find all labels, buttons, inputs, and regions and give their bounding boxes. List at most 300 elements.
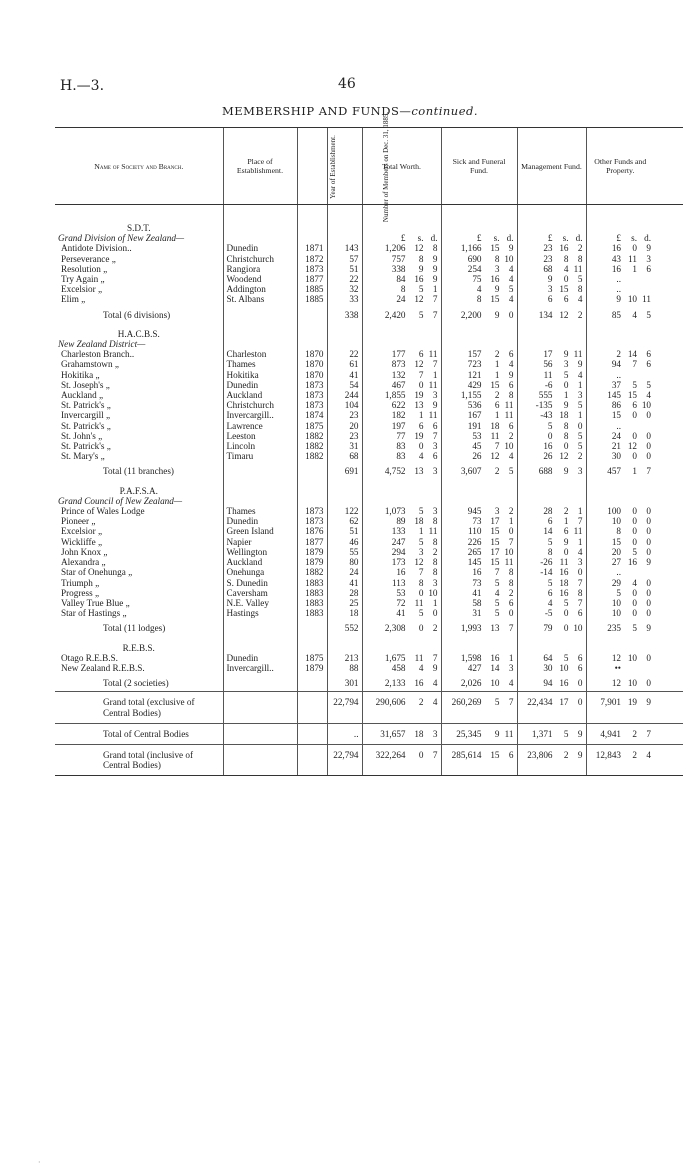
total-worth	[362, 410, 441, 420]
total-worth-part: 247	[391, 536, 406, 547]
management-fund-part: 0	[563, 441, 569, 452]
total-worth-part: 757	[391, 253, 406, 264]
place: Dunedin	[223, 380, 297, 390]
blank-cell	[654, 390, 683, 400]
total-worth-part: 458	[391, 662, 406, 673]
members: 22,794	[327, 744, 362, 775]
management-fund	[517, 547, 586, 557]
management-fund-part: 5	[547, 577, 553, 588]
management-fund-part: 16	[559, 587, 569, 598]
margin-mark: ·	[38, 1158, 41, 1167]
other-funds-part: 37	[611, 379, 621, 390]
other-funds	[586, 567, 654, 577]
members: 23	[327, 431, 362, 441]
sick-fund-part: 53	[472, 430, 482, 441]
other-funds	[586, 421, 654, 431]
society-name: St. Patrick's „	[61, 420, 111, 431]
management-fund	[517, 274, 586, 284]
blank-cell	[654, 598, 683, 608]
management-fund-part: 6	[547, 294, 553, 305]
sick-fund-part: 1,993	[460, 623, 482, 634]
total-worth-part: 6	[418, 420, 424, 431]
total-worth-part: 5	[418, 608, 424, 619]
management-fund-part: 6	[577, 652, 583, 663]
sick-fund	[441, 380, 517, 390]
other-funds-part: 1	[632, 263, 637, 274]
grand-total-row	[55, 744, 683, 775]
management-fund-part: 26	[543, 451, 553, 462]
society-name: Charleston Branch..	[61, 349, 135, 360]
place: Christchurch	[223, 400, 297, 410]
sick-fund	[441, 618, 517, 636]
col-header-other: Other Funds and Property.	[586, 128, 654, 205]
management-fund	[517, 431, 586, 441]
sick-fund-part: 15	[490, 557, 500, 568]
total-worth-part: 8	[432, 243, 438, 254]
sick-fund-part: 7	[494, 567, 500, 578]
sick-fund-part: 10	[504, 253, 514, 264]
total-worth	[362, 588, 441, 598]
units-cell	[362, 233, 441, 243]
sick-fund-part: 8	[508, 567, 514, 578]
table-row	[55, 663, 683, 673]
other-funds-part: 20	[611, 546, 621, 557]
society-name: St. Patrick's „	[61, 400, 111, 411]
other-funds-part: 15	[611, 410, 621, 421]
sick-fund-part: 13	[490, 623, 500, 634]
other-funds-part: 5	[646, 379, 651, 390]
members: 32	[327, 284, 362, 294]
total-worth-part: 5	[418, 284, 424, 295]
total-worth	[362, 526, 441, 536]
blank-cell	[327, 339, 362, 349]
sick-fund-part: 6	[508, 349, 514, 360]
sick-fund	[441, 526, 517, 536]
blank-cell	[297, 692, 327, 723]
blank-cell	[654, 461, 683, 479]
other-funds	[586, 618, 654, 636]
management-fund-part: 4	[547, 597, 553, 608]
blank-cell	[654, 294, 683, 304]
management-fund-part: 11	[573, 349, 583, 360]
other-funds-part: 0	[646, 536, 651, 547]
total-worth-part: 11	[428, 349, 438, 360]
total-worth-part: 16	[396, 567, 406, 578]
place: Green Island	[223, 526, 297, 536]
blank-cell	[223, 744, 297, 775]
total-worth-part: 9	[432, 400, 438, 411]
sick-fund-part: 5	[494, 608, 500, 619]
management-fund-part: 64	[543, 652, 553, 663]
other-funds-part: 100	[607, 506, 621, 517]
management-fund-part: 6	[563, 526, 569, 537]
total-worth-part: 83	[396, 441, 406, 452]
total-worth-part: 4,752	[384, 466, 406, 477]
society-name: Prince of Wales Lodge	[61, 506, 145, 517]
group-title: R.E.B.S.	[122, 642, 155, 653]
sick-fund-part: 3	[508, 662, 514, 673]
page-title: MEMBERSHIP AND FUNDS—continued.	[221, 104, 479, 118]
place: Invercargill..	[223, 410, 297, 420]
units-cell-part: d.	[430, 233, 438, 244]
management-fund	[517, 294, 586, 304]
col-header-spacer	[654, 128, 683, 205]
management-fund-part: 15	[559, 284, 569, 295]
total-worth-part: 173	[391, 557, 406, 568]
management-fund-part: 8	[563, 253, 569, 264]
other-funds	[586, 598, 654, 608]
blank-cell	[654, 451, 683, 461]
other-funds-part: 0	[646, 577, 651, 588]
other-funds-part: 0	[646, 546, 651, 557]
sick-fund-part: 5	[494, 597, 500, 608]
management-fund-part: -135	[535, 400, 553, 411]
blank-cell	[327, 637, 362, 653]
sick-fund-part: 5	[494, 697, 500, 708]
other-funds-part: 2	[632, 728, 637, 739]
management-fund-part: 0	[577, 567, 583, 578]
table-row	[55, 567, 683, 577]
management-fund-part: 94	[543, 678, 553, 689]
blank-cell	[297, 233, 327, 243]
sick-fund-part: 6	[508, 597, 514, 608]
place: S. Dunedin	[223, 578, 297, 588]
table-row	[55, 380, 683, 390]
year: 1871	[297, 243, 327, 253]
blank-cell	[654, 400, 683, 410]
total-worth-part: 3	[432, 728, 438, 739]
blank-cell	[517, 323, 586, 339]
society-name: St. Joseph's „	[61, 379, 110, 390]
management-fund-part: 5	[563, 369, 569, 380]
blank-cell	[297, 480, 327, 496]
other-funds-part: 10	[611, 608, 621, 619]
management-fund	[517, 305, 586, 323]
group-title-row	[55, 480, 683, 496]
other-funds	[586, 673, 654, 692]
sick-fund-part: 0	[508, 608, 514, 619]
other-funds-part: 7	[632, 359, 637, 370]
total-worth-part: 1	[432, 369, 438, 380]
members: 80	[327, 557, 362, 567]
sick-fund-part: 429	[467, 379, 482, 390]
total-worth-part: 0	[418, 441, 424, 452]
year: 1879	[297, 663, 327, 673]
place: Dunedin	[223, 243, 297, 253]
sick-fund-part: 4	[508, 274, 514, 285]
sick-fund-part: 1	[494, 369, 500, 380]
total-worth-part: 53	[396, 587, 406, 598]
blank-cell	[441, 323, 517, 339]
management-fund	[517, 421, 586, 431]
sick-fund	[441, 588, 517, 598]
blank-cell	[586, 339, 654, 349]
total-worth-part: 7	[432, 749, 438, 760]
other-funds-part: 457	[607, 466, 621, 477]
members: 55	[327, 547, 362, 557]
management-fund-part: 6	[547, 516, 553, 527]
units-cell-part: s.	[417, 233, 424, 244]
total-worth-part: 0	[418, 623, 424, 634]
other-funds-part	[621, 663, 637, 673]
other-funds	[586, 243, 654, 253]
group-title: P.A.F.S.A.	[119, 485, 158, 496]
blank-cell	[654, 673, 683, 692]
total-worth-part: 12	[414, 557, 424, 568]
management-fund-part: 9	[577, 728, 583, 739]
sick-fund	[441, 461, 517, 479]
other-funds	[586, 516, 654, 526]
year: 1870	[297, 349, 327, 359]
other-funds-part	[621, 284, 637, 294]
table-row	[55, 421, 683, 431]
management-fund-part: 555	[538, 390, 553, 401]
total-worth-part: 2	[432, 546, 438, 557]
society-name: St. Patrick's „	[61, 441, 111, 452]
total-worth-part: 9	[432, 662, 438, 673]
management-fund-part: 9	[563, 349, 569, 360]
total-worth-part: 8	[418, 577, 424, 588]
total-worth-part: 3	[418, 546, 424, 557]
other-funds	[586, 305, 654, 323]
units-cell-part: s.	[631, 233, 637, 244]
members: 213	[327, 653, 362, 663]
total-worth	[362, 618, 441, 636]
year: 1873	[297, 400, 327, 410]
total-worth	[362, 461, 441, 479]
table-row	[55, 441, 683, 451]
other-funds-part: 10	[627, 652, 637, 663]
place: Invercargill..	[223, 663, 297, 673]
other-funds-part: 8	[616, 526, 621, 537]
blank-cell	[297, 744, 327, 775]
management-fund-part: 9	[577, 359, 583, 370]
table-row	[55, 359, 683, 369]
blank-cell	[441, 496, 517, 506]
sick-fund-part: 73	[472, 516, 482, 527]
place: Hokitika	[223, 370, 297, 380]
society-name: Otago R.E.B.S.	[61, 652, 118, 663]
other-funds-part: 10	[611, 516, 621, 527]
total-worth-part: 18	[414, 516, 424, 527]
sick-fund	[441, 608, 517, 618]
sick-fund-part: 11	[504, 557, 514, 568]
blank-cell	[362, 205, 441, 234]
other-funds-part: 0	[632, 608, 637, 619]
other-funds-part: 0	[632, 451, 637, 462]
blank-cell	[654, 441, 683, 451]
society-name: John Knox „	[61, 546, 108, 557]
management-fund-part: 5	[563, 597, 569, 608]
other-funds	[586, 254, 654, 264]
blank-cell	[586, 323, 654, 339]
sick-fund-part: 723	[467, 359, 482, 370]
total-worth-part: 12	[414, 243, 424, 254]
blank-cell	[654, 557, 683, 567]
place: Dunedin	[223, 516, 297, 526]
total-worth	[362, 598, 441, 608]
other-funds-part: 12,843	[595, 749, 621, 760]
sick-fund	[441, 451, 517, 461]
total-worth-part: 1	[418, 526, 424, 537]
total-worth-part: 5	[418, 536, 424, 547]
group-subtitle: Grand Council of New Zealand—	[58, 495, 183, 506]
members: 51	[327, 264, 362, 274]
blank-cell	[654, 349, 683, 359]
sick-fund-part: 73	[472, 577, 482, 588]
sick-fund-part: 8	[494, 253, 500, 264]
total-worth-part: 1,206	[384, 243, 406, 254]
management-fund	[517, 723, 586, 744]
total-worth-part: 1,675	[384, 652, 406, 663]
other-funds-part: 3	[646, 253, 651, 264]
management-fund	[517, 557, 586, 567]
table-row	[55, 254, 683, 264]
members: 33	[327, 294, 362, 304]
place: Leeston	[223, 431, 297, 441]
year: 1873	[297, 516, 327, 526]
table-body	[55, 205, 683, 776]
blank-cell	[297, 618, 327, 636]
members: 88	[327, 663, 362, 673]
society-name: Grahamstown „	[61, 359, 119, 370]
sick-fund-part: 7	[508, 697, 514, 708]
sick-fund	[441, 744, 517, 775]
total-worth-part: 6	[432, 451, 438, 462]
sick-fund	[441, 653, 517, 663]
table-row	[55, 284, 683, 294]
management-fund-part: -43	[540, 410, 553, 421]
total-worth-part: 2	[418, 697, 424, 708]
units-cell	[441, 233, 517, 243]
units-cell	[517, 233, 586, 243]
management-fund-part: 17	[559, 697, 569, 708]
total-label: Total (11 branches)	[103, 466, 174, 477]
sick-fund	[441, 567, 517, 577]
total-worth-part: 6	[418, 349, 424, 360]
total-worth-part: 873	[391, 359, 406, 370]
total-worth-part: 0	[418, 379, 424, 390]
blank-cell	[223, 637, 297, 653]
sick-fund-part: 18	[490, 420, 500, 431]
group-title-row	[55, 637, 683, 653]
units-cell-part: £	[476, 233, 482, 244]
society-name: Alexandra „	[61, 557, 106, 568]
total-worth	[362, 608, 441, 618]
table-row	[55, 410, 683, 420]
sick-fund-part: 3	[494, 263, 500, 274]
sick-fund-part: 226	[467, 536, 482, 547]
management-fund	[517, 390, 586, 400]
other-funds-part: 0	[632, 430, 637, 441]
management-fund-part: 30	[543, 662, 553, 673]
other-funds-part: 15	[611, 536, 621, 547]
management-fund	[517, 608, 586, 618]
sick-fund-part: 5	[508, 284, 514, 295]
table-row	[55, 431, 683, 441]
blank-cell	[654, 692, 683, 723]
blank-cell	[654, 723, 683, 744]
blank-cell	[654, 305, 683, 323]
sick-fund-part: 2	[508, 430, 514, 441]
other-funds-part: 16	[611, 243, 621, 254]
other-funds	[586, 744, 654, 775]
other-funds-part: 12	[611, 652, 621, 663]
management-fund	[517, 588, 586, 598]
table-row	[55, 451, 683, 461]
sick-fund-part: 110	[468, 526, 482, 537]
year: 1883	[297, 588, 327, 598]
sick-fund	[441, 431, 517, 441]
management-fund-part: 4	[577, 369, 583, 380]
other-funds	[586, 294, 654, 304]
units-cell-part: s.	[493, 233, 500, 244]
members: 61	[327, 359, 362, 369]
management-fund	[517, 359, 586, 369]
management-fund-part: 5	[577, 430, 583, 441]
year: 1870	[297, 370, 327, 380]
year: 1883	[297, 598, 327, 608]
management-fund-part: 9	[577, 749, 583, 760]
total-worth-part: 622	[391, 400, 406, 411]
other-funds	[586, 723, 654, 744]
sick-fund	[441, 673, 517, 692]
year: 1875	[297, 421, 327, 431]
blank-cell	[517, 205, 586, 234]
table-row	[55, 537, 683, 547]
management-fund-part: 2	[577, 451, 583, 462]
management-fund-part: 9	[563, 536, 569, 547]
management-fund	[517, 663, 586, 673]
total-worth-part: 2	[432, 623, 438, 634]
total-worth-part: 18	[414, 728, 424, 739]
sick-fund	[441, 516, 517, 526]
management-fund	[517, 673, 586, 692]
management-fund	[517, 349, 586, 359]
year: 1877	[297, 537, 327, 547]
sick-fund-part: 2	[494, 390, 500, 401]
units-cell	[586, 233, 654, 243]
management-fund-part: 16	[559, 567, 569, 578]
total-label: Total (6 divisions)	[103, 309, 171, 320]
other-funds-part: 16	[627, 557, 637, 568]
management-fund	[517, 653, 586, 663]
other-funds-part: 1	[632, 466, 637, 477]
management-fund-part: 0	[577, 697, 583, 708]
blank-cell	[654, 578, 683, 588]
other-funds-part: 0	[646, 430, 651, 441]
sick-fund-part: 11	[504, 410, 514, 421]
sick-fund-part: 8	[508, 390, 514, 401]
place: Caversham	[223, 588, 297, 598]
total-worth-part: 7	[418, 567, 424, 578]
management-fund-part: 3	[577, 390, 583, 401]
management-fund-part: 0	[547, 430, 553, 441]
total-label: Total (2 societies)	[103, 678, 169, 689]
management-fund-part: 23	[543, 243, 553, 254]
management-fund-part: 28	[543, 506, 553, 517]
sick-fund-part: 1,155	[460, 390, 482, 401]
total-worth-part: 1	[418, 410, 424, 421]
sick-fund-part: 26	[472, 451, 482, 462]
total-worth	[362, 653, 441, 663]
members: ..	[327, 723, 362, 744]
blank-cell	[441, 205, 517, 234]
blank-cell	[654, 496, 683, 506]
blank-cell	[223, 618, 297, 636]
other-funds	[586, 390, 654, 400]
total-worth-part: 7	[418, 369, 424, 380]
